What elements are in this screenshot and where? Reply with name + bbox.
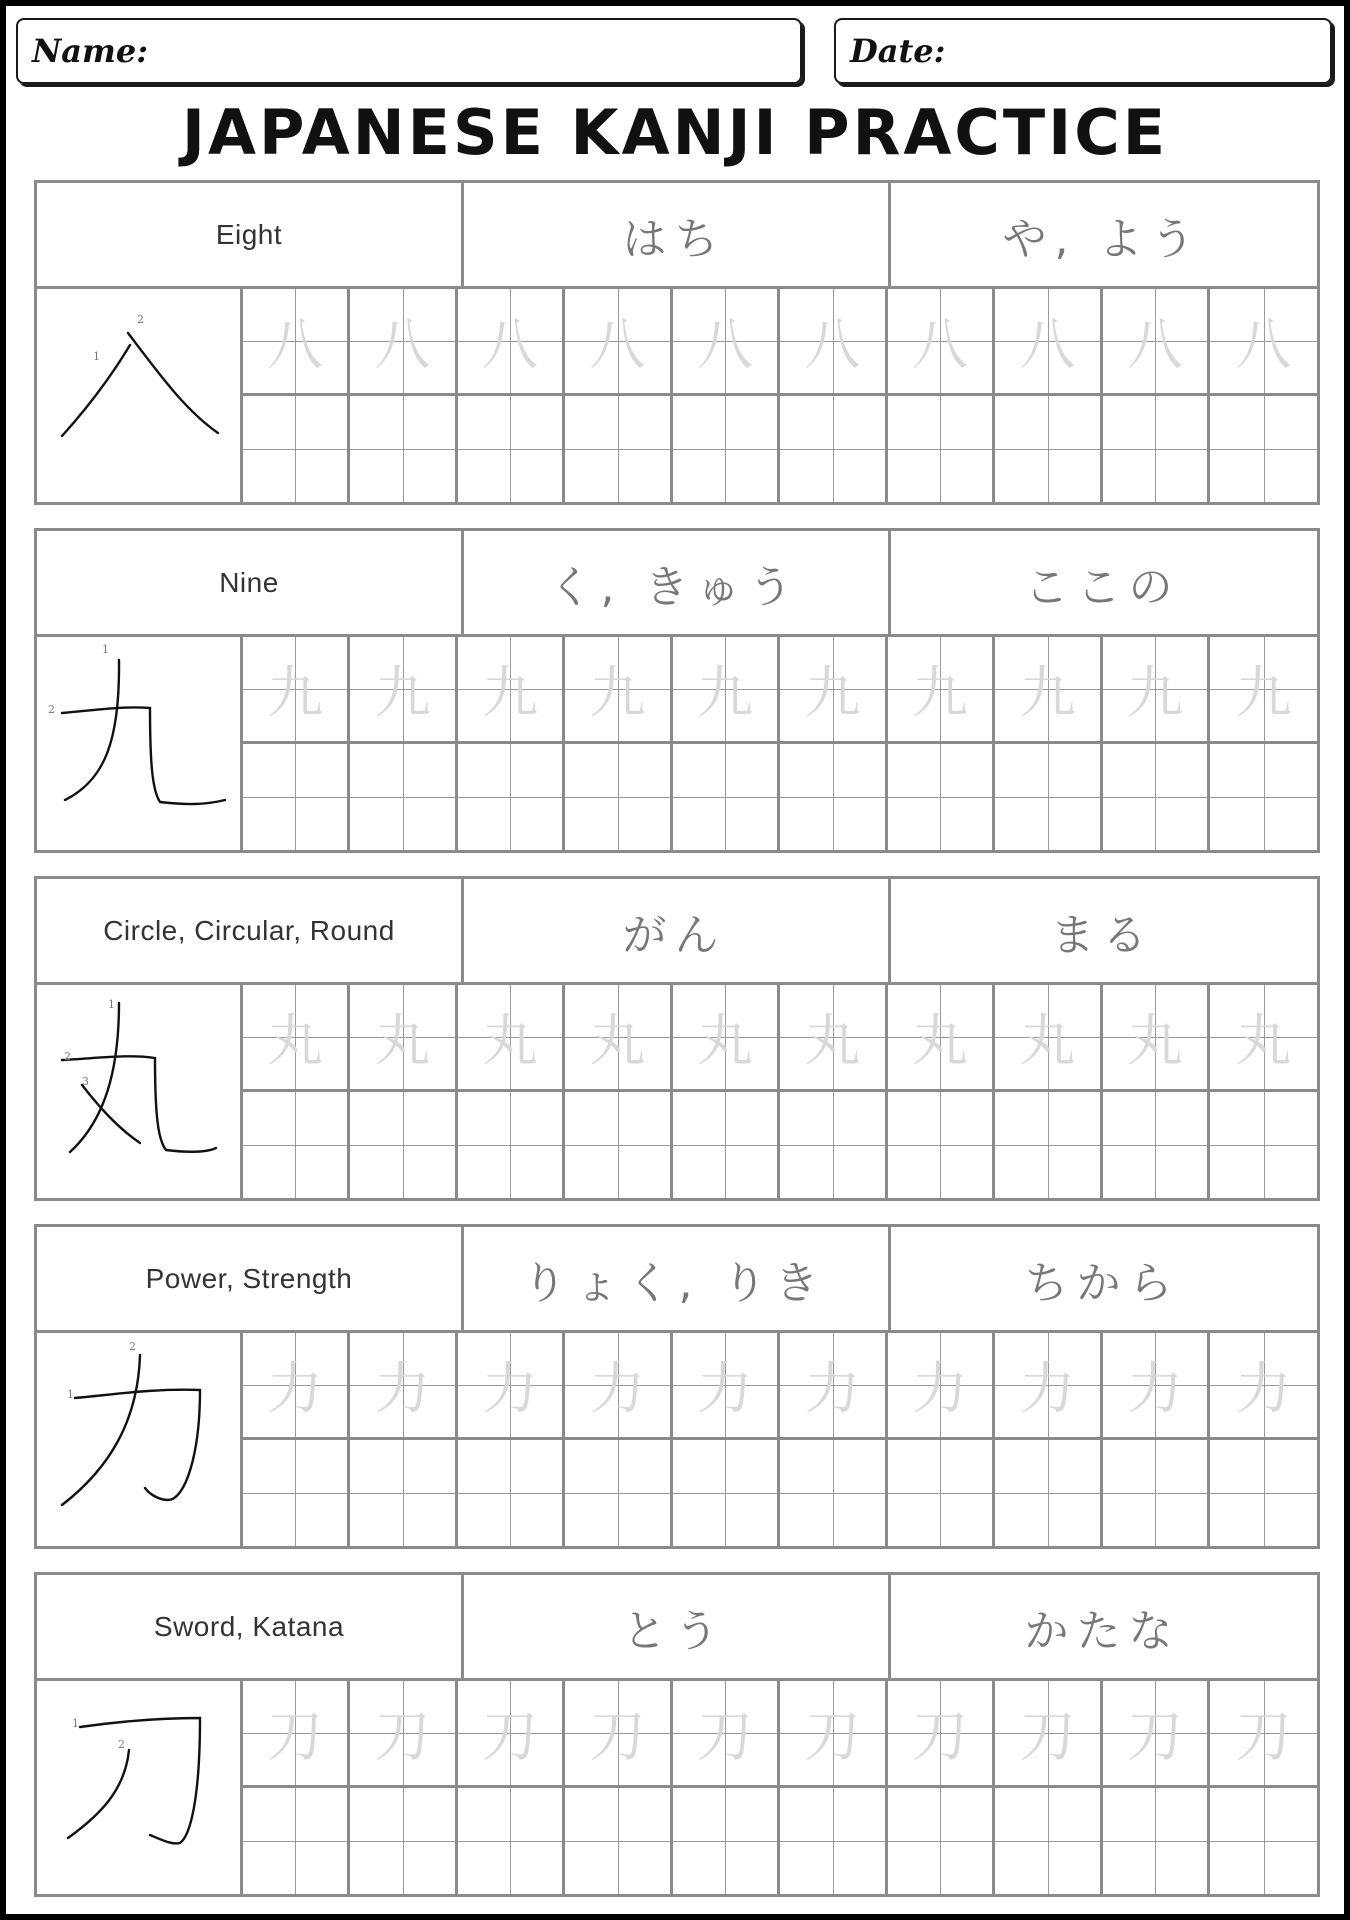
trace-cell[interactable] [1103, 289, 1210, 396]
page-title: JAPANESE KANJI PRACTICE [181, 96, 1169, 169]
trace-cell[interactable] [888, 1333, 995, 1440]
trace-cell[interactable] [995, 1681, 1103, 1788]
stroke-number: 2 [118, 1738, 125, 1751]
kanji-block [34, 180, 1320, 505]
practice-cell[interactable] [350, 1440, 458, 1546]
guide-line [1048, 396, 1049, 502]
trace-character: 丸 [1235, 1009, 1292, 1074]
practice-cell[interactable] [1210, 1788, 1317, 1894]
trace-character: 刀 [804, 1705, 861, 1770]
guide-line [1048, 1092, 1049, 1198]
trace-cell[interactable] [673, 1681, 780, 1788]
worksheet-page [6, 6, 1344, 1914]
guide-line [1264, 396, 1265, 502]
practice-cell[interactable] [458, 1440, 565, 1546]
trace-cell[interactable] [1210, 637, 1317, 744]
trace-cell[interactable] [995, 1333, 1103, 1440]
practice-cell[interactable] [780, 1440, 888, 1546]
practice-cell[interactable] [350, 396, 458, 502]
practice-cell[interactable] [673, 744, 780, 850]
trace-cell[interactable] [565, 637, 673, 744]
trace-character: 八 [912, 313, 968, 378]
trace-cell[interactable] [243, 1333, 350, 1440]
trace-character: 九 [1235, 661, 1292, 726]
practice-cell[interactable] [995, 1788, 1103, 1894]
guide-line [295, 1440, 296, 1546]
stroke-path [62, 1056, 216, 1151]
guide-line [510, 396, 511, 502]
trace-character: 力 [1019, 1357, 1076, 1422]
trace-cell[interactable] [1210, 1333, 1317, 1440]
trace-cell[interactable] [458, 637, 565, 744]
trace-cell[interactable] [780, 985, 888, 1092]
guide-line [618, 1440, 619, 1546]
practice-cell[interactable] [780, 1788, 888, 1894]
trace-character: 九 [804, 661, 861, 726]
trace-cell[interactable] [995, 637, 1103, 744]
trace-cell[interactable] [780, 1681, 888, 1788]
stroke-path [62, 707, 225, 804]
trace-character: 八 [267, 313, 323, 378]
practice-cell[interactable] [1210, 396, 1317, 502]
stroke-path [62, 1355, 140, 1505]
practice-cell[interactable] [458, 1788, 565, 1894]
practice-cell[interactable] [673, 1440, 780, 1546]
trace-cell[interactable] [565, 289, 673, 396]
practice-cell[interactable] [995, 744, 1103, 850]
trace-cell[interactable] [350, 637, 458, 744]
meaning-label: Eight [37, 183, 464, 286]
practice-cell[interactable] [780, 396, 888, 502]
trace-character: 丸 [1019, 1009, 1076, 1074]
trace-character: 丸 [1127, 1009, 1183, 1074]
guide-line [295, 396, 296, 502]
practice-cell[interactable] [243, 1092, 350, 1198]
practice-cell[interactable] [1210, 1440, 1317, 1546]
trace-character: 九 [374, 661, 431, 726]
practice-cell[interactable] [780, 744, 888, 850]
guide-line [510, 1788, 511, 1894]
guide-line [833, 1788, 834, 1894]
guide-line [833, 744, 834, 850]
trace-character: 丸 [697, 1009, 753, 1074]
trace-character: 刀 [374, 1705, 431, 1770]
trace-cell[interactable] [350, 985, 458, 1092]
trace-cell[interactable] [243, 985, 350, 1092]
meaning-label: Power, Strength [37, 1227, 464, 1330]
guide-line [1264, 744, 1265, 850]
guide-line [940, 744, 941, 850]
trace-cell[interactable] [780, 289, 888, 396]
kanji-block [34, 1572, 1320, 1897]
trace-cell[interactable] [1103, 1681, 1210, 1788]
guide-line [1264, 1788, 1265, 1894]
kunyomi-reading: まる [1050, 909, 1155, 961]
practice-cell[interactable] [888, 396, 995, 502]
guide-line [510, 744, 511, 850]
guide-line [833, 396, 834, 502]
trace-character: 丸 [374, 1009, 431, 1074]
trace-character: 刀 [912, 1705, 968, 1770]
practice-cell[interactable] [673, 1788, 780, 1894]
trace-character: 刀 [1235, 1705, 1292, 1770]
trace-cell[interactable] [780, 637, 888, 744]
kanji-header-row [37, 1575, 1317, 1681]
practice-cell[interactable] [1103, 1440, 1210, 1546]
trace-character: 刀 [697, 1705, 753, 1770]
practice-cell[interactable] [995, 396, 1103, 502]
trace-character: 九 [1127, 661, 1183, 726]
trace-character: 丸 [804, 1009, 861, 1074]
trace-character: 丸 [267, 1009, 323, 1074]
trace-character: 九 [912, 661, 968, 726]
trace-cell[interactable] [673, 1333, 780, 1440]
trace-cell[interactable] [565, 1333, 673, 1440]
trace-character: 刀 [1127, 1705, 1183, 1770]
trace-character: 八 [482, 313, 538, 378]
stroke-number: 1 [102, 643, 109, 656]
kanji-header-row [37, 1227, 1317, 1333]
guide-line [1048, 1788, 1049, 1894]
trace-character: 刀 [267, 1705, 323, 1770]
practice-cell[interactable] [1103, 1092, 1210, 1198]
trace-cell[interactable] [565, 1681, 673, 1788]
trace-cell[interactable] [995, 985, 1103, 1092]
date-field[interactable] [834, 18, 1332, 84]
guide-line [1155, 744, 1156, 850]
trace-character: 九 [697, 661, 753, 726]
trace-cell[interactable] [1210, 1681, 1317, 1788]
guide-line [295, 744, 296, 850]
practice-cell[interactable] [673, 396, 780, 502]
trace-cell[interactable] [888, 289, 995, 396]
stroke-number: 2 [137, 313, 144, 326]
practice-cell[interactable] [458, 744, 565, 850]
practice-cell[interactable] [888, 744, 995, 850]
trace-character: 八 [589, 313, 646, 378]
stroke-order-diagram [37, 1681, 243, 1894]
trace-cell[interactable] [1103, 637, 1210, 744]
practice-cell[interactable] [565, 1440, 673, 1546]
guide-line [1155, 1440, 1156, 1546]
practice-cell[interactable] [995, 1440, 1103, 1546]
meaning-label: Sword, Katana [37, 1575, 464, 1678]
guide-line [725, 396, 726, 502]
kanji-header-row [37, 183, 1317, 289]
practice-cell[interactable] [243, 1440, 350, 1546]
practice-cell[interactable] [350, 1788, 458, 1894]
trace-character: 力 [589, 1357, 646, 1422]
stroke-number: 2 [48, 703, 55, 716]
guide-line [1155, 1788, 1156, 1894]
guide-line [940, 396, 941, 502]
trace-character: 丸 [589, 1009, 646, 1074]
stroke-path [65, 660, 119, 800]
practice-cell[interactable] [1103, 744, 1210, 850]
guide-line [618, 1092, 619, 1198]
guide-line [725, 1788, 726, 1894]
trace-cell[interactable] [673, 637, 780, 744]
stroke-path [82, 1085, 140, 1143]
stroke-path [128, 333, 218, 433]
trace-character: 力 [912, 1357, 968, 1422]
trace-cell[interactable] [243, 1681, 350, 1788]
stroke-number: 1 [108, 998, 115, 1011]
guide-line [833, 1092, 834, 1198]
practice-cell[interactable] [1103, 396, 1210, 502]
trace-character: 八 [1019, 313, 1076, 378]
practice-cell[interactable] [565, 396, 673, 502]
stroke-path [75, 1390, 200, 1500]
trace-cell[interactable] [350, 289, 458, 396]
practice-cell[interactable] [565, 1788, 673, 1894]
meaning-label: Nine [37, 531, 464, 634]
kanji-block [34, 528, 1320, 853]
trace-character: 力 [1127, 1357, 1183, 1422]
practice-cell[interactable] [673, 1092, 780, 1198]
onyomi-reading: はち [461, 183, 891, 286]
trace-character: 八 [697, 313, 753, 378]
kunyomi-reading: ここの [1024, 561, 1181, 613]
guide-line [940, 1092, 941, 1198]
trace-character: 八 [804, 313, 861, 378]
name-field[interactable] [16, 18, 802, 84]
guide-line [403, 1788, 404, 1894]
trace-cell[interactable] [1103, 985, 1210, 1092]
stroke-path [70, 1003, 119, 1152]
trace-cell[interactable] [458, 289, 565, 396]
trace-character: 力 [267, 1357, 323, 1422]
guide-line [1155, 1092, 1156, 1198]
stroke-number: 2 [64, 1050, 71, 1063]
practice-cell[interactable] [780, 1092, 888, 1198]
practice-cell[interactable] [243, 1788, 350, 1894]
trace-character: 刀 [482, 1705, 538, 1770]
practice-cell[interactable] [995, 1092, 1103, 1198]
trace-character: 九 [482, 661, 538, 726]
trace-character: 八 [1127, 313, 1183, 378]
trace-cell[interactable] [1103, 1333, 1210, 1440]
onyomi-reading: とう [461, 1575, 891, 1678]
stroke-path [68, 1750, 129, 1838]
trace-character: 九 [267, 661, 323, 726]
trace-cell[interactable] [888, 637, 995, 744]
practice-cell[interactable] [243, 396, 350, 502]
trace-character: 八 [374, 313, 431, 378]
practice-cell[interactable] [1210, 744, 1317, 850]
practice-cell[interactable] [458, 1092, 565, 1198]
trace-cell[interactable] [995, 289, 1103, 396]
guide-line [1155, 396, 1156, 502]
guide-line [940, 1788, 941, 1894]
practice-cell[interactable] [1210, 1092, 1317, 1198]
practice-cell[interactable] [243, 744, 350, 850]
stroke-order-diagram [37, 289, 243, 502]
practice-cell[interactable] [458, 396, 565, 502]
practice-cell[interactable] [565, 1092, 673, 1198]
trace-character: 刀 [1019, 1705, 1076, 1770]
trace-cell[interactable] [888, 985, 995, 1092]
stroke-order-diagram [37, 1333, 243, 1546]
meaning-label: Circle, Circular, Round [37, 879, 464, 982]
date-label: Date: [850, 32, 946, 70]
trace-cell[interactable] [243, 637, 350, 744]
guide-line [725, 1440, 726, 1546]
stroke-path [80, 1718, 200, 1843]
trace-cell[interactable] [673, 985, 780, 1092]
kanji-header-row [37, 879, 1317, 985]
guide-line [618, 396, 619, 502]
guide-line [403, 1440, 404, 1546]
trace-character: 八 [1235, 313, 1292, 378]
trace-character: 丸 [482, 1009, 538, 1074]
trace-character: 九 [589, 661, 646, 726]
onyomi-reading: がん [461, 879, 891, 982]
trace-cell[interactable] [1210, 289, 1317, 396]
guide-line [1048, 744, 1049, 850]
practice-cell[interactable] [350, 744, 458, 850]
guide-line [510, 1440, 511, 1546]
guide-line [725, 744, 726, 850]
kanji-block [34, 1224, 1320, 1549]
stroke-number: 1 [72, 1717, 79, 1730]
trace-character: 力 [697, 1357, 753, 1422]
stroke-order-diagram [37, 985, 243, 1198]
stroke-number: 3 [82, 1075, 89, 1088]
kanji-block [34, 876, 1320, 1201]
trace-character: 力 [804, 1357, 861, 1422]
kunyomi-reading: ちから [1024, 1257, 1181, 1309]
trace-cell[interactable] [673, 289, 780, 396]
trace-cell[interactable] [458, 985, 565, 1092]
kunyomi-reading: や, よう [1002, 213, 1203, 265]
trace-cell[interactable] [458, 1333, 565, 1440]
practice-cell[interactable] [888, 1440, 995, 1546]
onyomi-reading: りょく, りき [461, 1227, 891, 1330]
guide-line [618, 1788, 619, 1894]
guide-line [510, 1092, 511, 1198]
trace-cell[interactable] [888, 1681, 995, 1788]
trace-cell[interactable] [350, 1681, 458, 1788]
name-label: Name: [32, 32, 149, 70]
stroke-number: 1 [67, 1388, 74, 1401]
guide-line [403, 744, 404, 850]
onyomi-reading: く, きゅう [461, 531, 891, 634]
guide-line [295, 1092, 296, 1198]
kunyomi-reading: かたな [1024, 1605, 1181, 1657]
stroke-order-diagram [37, 637, 243, 850]
trace-cell[interactable] [1210, 985, 1317, 1092]
guide-line [1264, 1440, 1265, 1546]
guide-line [403, 1092, 404, 1198]
guide-line [618, 744, 619, 850]
trace-cell[interactable] [350, 1333, 458, 1440]
guide-line [1264, 1092, 1265, 1198]
practice-cell[interactable] [1103, 1788, 1210, 1894]
trace-character: 刀 [589, 1705, 646, 1770]
practice-cell[interactable] [565, 744, 673, 850]
trace-character: 力 [1235, 1357, 1292, 1422]
trace-cell[interactable] [780, 1333, 888, 1440]
trace-character: 丸 [912, 1009, 968, 1074]
stroke-number: 2 [129, 1340, 136, 1353]
guide-line [295, 1788, 296, 1894]
trace-character: 力 [482, 1357, 538, 1422]
trace-cell[interactable] [243, 289, 350, 396]
guide-line [833, 1440, 834, 1546]
guide-line [1048, 1440, 1049, 1546]
guide-line [403, 396, 404, 502]
guide-line [940, 1440, 941, 1546]
kanji-header-row [37, 531, 1317, 637]
practice-cell[interactable] [888, 1092, 995, 1198]
trace-character: 力 [374, 1357, 431, 1422]
stroke-number: 1 [93, 350, 100, 363]
trace-character: 九 [1019, 661, 1076, 726]
guide-line [725, 1092, 726, 1198]
trace-cell[interactable] [458, 1681, 565, 1788]
trace-cell[interactable] [565, 985, 673, 1092]
practice-cell[interactable] [888, 1788, 995, 1894]
practice-cell[interactable] [350, 1092, 458, 1198]
